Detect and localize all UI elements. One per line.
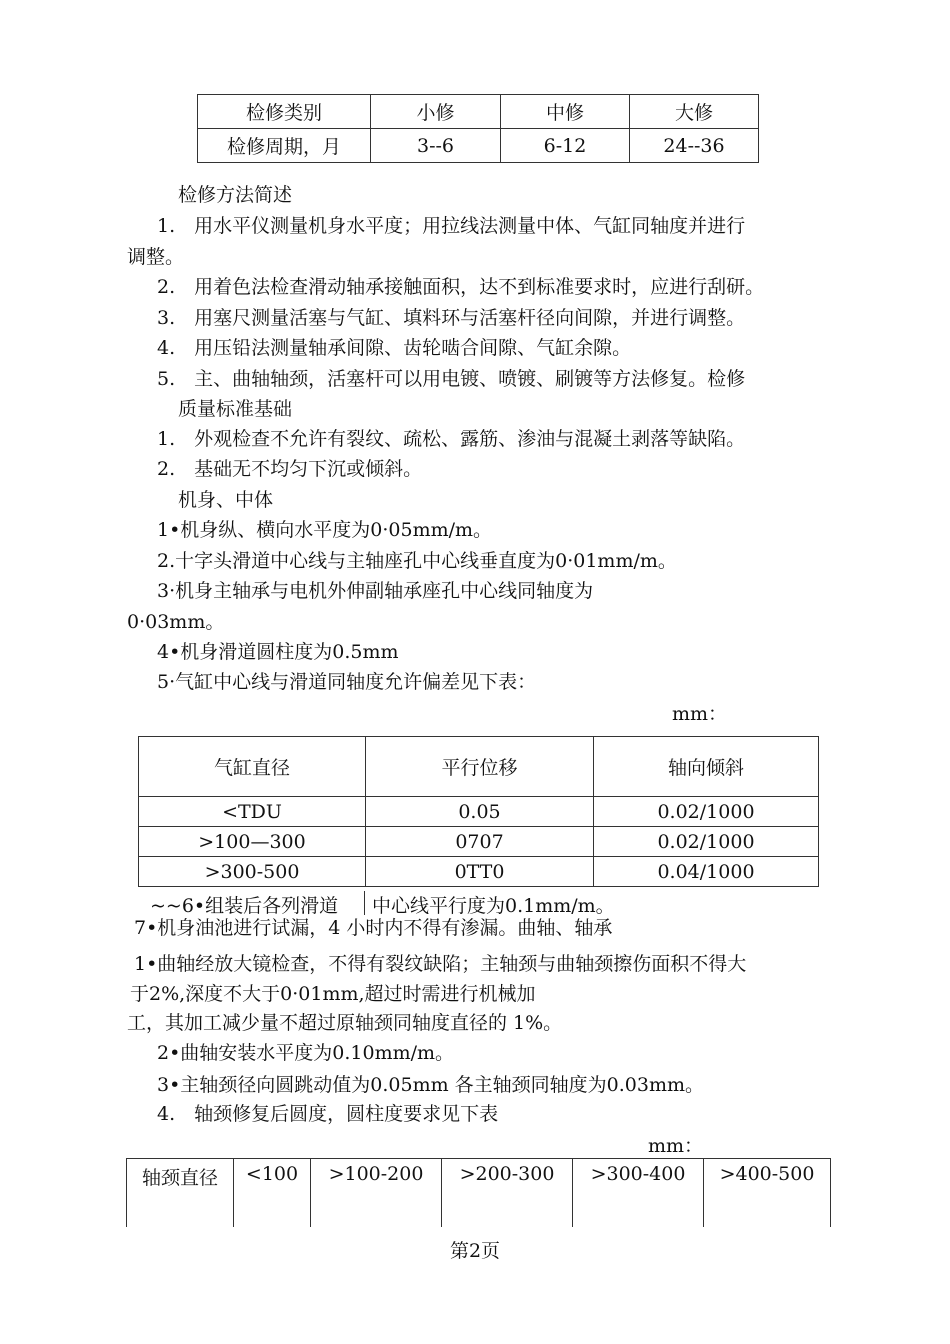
table-row: [139, 797, 819, 827]
table-cell: 0.04/1000: [594, 857, 819, 887]
maintenance-period-table: [197, 94, 759, 163]
paragraph-line: 中心线平行度为0.1mm/m。: [372, 895, 615, 917]
table-cell: 中修: [501, 95, 630, 129]
page-number: 第2页: [449, 1240, 501, 1262]
table-cell: >300-400: [573, 1159, 704, 1228]
unit-label: mm：: [648, 1135, 704, 1157]
paragraph-line: 3·机身主轴承与电机外伸副轴承座孔中心线同轴度为: [157, 580, 594, 602]
paragraph-line: 2.十字头滑道中心线与主轴座孔中心线垂直度为0·01mm/m。: [157, 550, 677, 572]
table-cell: 0707: [366, 827, 594, 857]
cylinder-alignment-table: [138, 736, 819, 887]
paragraph-line: 4•机身滑道圆柱度为0.5mm: [157, 641, 399, 663]
paragraph-line: 2. 基础无不均匀下沉或倾斜。: [157, 458, 423, 480]
table-cell: 检修类别: [198, 95, 371, 129]
unit-label: mm：: [672, 703, 728, 725]
paragraph-line: 4. 轴颈修复后圆度，圆柱度要求见下表: [157, 1103, 499, 1125]
paragraph-line: 3. 用塞尺测量活塞与气缸、填料环与活塞杆径向间隙，并进行调整。: [157, 307, 746, 329]
section-heading: 质量标准基础: [178, 398, 293, 420]
section-heading: 检修方法简述: [178, 184, 293, 206]
paragraph-line: 工，其加工减少量不超过原轴颈同轴度直径的 1%。: [127, 1012, 563, 1034]
paragraph-line: 调整。: [127, 246, 185, 268]
table-cell: 0TT0: [366, 857, 594, 887]
table-row: [198, 95, 759, 129]
table-cell: 检修周期，月: [198, 129, 371, 163]
paragraph-line: 2•曲轴安装水平度为0.10mm/m。: [157, 1042, 455, 1064]
paragraph-line: 1•机身纵、横向水平度为0·05mm/m。: [157, 519, 493, 541]
table-row: [139, 737, 819, 797]
paragraph-line: 5. 主、曲轴轴颈，活塞杆可以用电镀、喷镀、刷镀等方法修复。检修: [157, 368, 746, 390]
paragraph-line: 4. 用压铅法测量轴承间隙、齿轮啮合间隙、气缸余隙。: [157, 337, 632, 359]
paragraph-line: 3•主轴颈径向圆跳动值为0.05mm 各主轴颈同轴度为0.03mm。: [157, 1074, 705, 1096]
table-cell: 24--36: [630, 129, 759, 163]
table-cell: >400-500: [704, 1159, 831, 1228]
paragraph-line: 7•机身油池进行试漏，4 小时内不得有渗漏。曲轴、轴承: [134, 917, 613, 939]
table-cell: 大修: [630, 95, 759, 129]
table-cell: 平行位移: [366, 737, 594, 797]
table-cell: >200-300: [442, 1159, 573, 1228]
paragraph-line: 2. 用着色法检查滑动轴承接触面积，达不到标准要求时，应进行刮研。: [157, 276, 765, 298]
paragraph-line: 5·气缸中心线与滑道同轴度允许偏差见下表：: [157, 671, 537, 693]
table-cell: >300-500: [139, 857, 366, 887]
table-cell: <TDU: [139, 797, 366, 827]
table-row: [139, 827, 819, 857]
table-cell: 0.02/1000: [594, 827, 819, 857]
table-cell: <100: [234, 1159, 311, 1228]
paragraph-line: 1. 外观检查不允许有裂纹、疏松、露筋、渗油与混凝土剥落等缺陷。: [157, 428, 746, 450]
table-cell: 轴颈直径: [127, 1159, 234, 1228]
table-divider: [364, 891, 365, 915]
table-cell: 0.05: [366, 797, 594, 827]
table-cell: 3--6: [371, 129, 501, 163]
table-cell: 6-12: [501, 129, 630, 163]
paragraph-line: 0·03mm。: [127, 611, 225, 633]
table-cell: 小修: [371, 95, 501, 129]
paragraph-line: 1. 用水平仪测量机身水平度；用拉线法测量中体、气缸同轴度并进行: [157, 215, 746, 237]
table-row: [127, 1159, 831, 1228]
table-cell: >100-200: [311, 1159, 442, 1228]
table-cell: 0.02/1000: [594, 797, 819, 827]
journal-tolerance-table: [126, 1158, 831, 1227]
table-cell: >100—300: [139, 827, 366, 857]
table-cell: 轴向倾斜: [594, 737, 819, 797]
table-row: [198, 129, 759, 163]
paragraph-line: 1•曲轴经放大镜检查，不得有裂纹缺陷；主轴颈与曲轴颈擦伤面积不得大: [134, 953, 747, 975]
table-row: [139, 857, 819, 887]
paragraph-line: ~~6•组装后各列滑道: [150, 895, 339, 917]
table-cell: 气缸直径: [139, 737, 366, 797]
section-heading: 机身、中体: [178, 489, 274, 511]
paragraph-line: 于2%,深度不大于0·01mm,超过时需进行机械加: [130, 983, 536, 1005]
